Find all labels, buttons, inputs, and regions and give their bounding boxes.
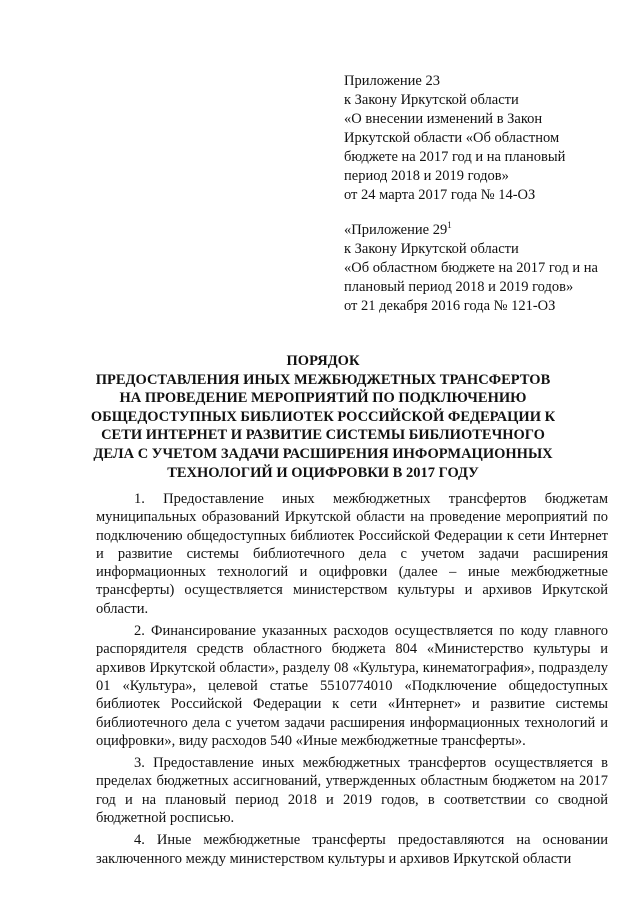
document-title	[84, 352, 562, 482]
old-annex-law-ref: к Закону Иркутской области	[344, 241, 519, 257]
old-annex-law-title: «Об областном бюджете на 2017 год и на плановый период 2018 и 2019 годов»	[344, 260, 598, 295]
annex-law-ref: к Закону Иркутской области	[344, 92, 519, 108]
old-annex-superscript: 1	[447, 220, 452, 231]
title-heading: ПОРЯДОК	[286, 353, 360, 369]
title-text: ПРЕДОСТАВЛЕНИЯ ИНЫХ МЕЖБЮДЖЕТНЫХ ТРАНСФЕРТОВ НА ПРОВЕДЕНИЕ МЕРОПРИЯТИЙ ПО ПОДКЛЮЧЕНИЮ ОБЩЕДОСТУПНЫХ БИБЛИОТЕК РОССИЙСКОЙ ФЕДЕРАЦИИ К СЕТИ ИНТЕРНЕТ И РАЗВИТИЕ СИСТЕМЫ БИБЛИОТЕЧНОГО ДЕЛА С УЧЕТОМ ЗАДАЧИ РАСШИРЕНИЯ ИНФОРМАЦИОННЫХ ТЕХНОЛОГИЙ И ОЦИФРОВКИ В 2017 ГОДУ	[90, 371, 556, 481]
annex-law-date: от 24 марта 2017 года № 14-ОЗ	[344, 187, 536, 203]
annex-header	[344, 72, 606, 316]
annex-number: Приложение 23	[344, 73, 440, 89]
old-annex-law-date: от 21 декабря 2016 года № 121-ОЗ	[344, 298, 556, 314]
paragraph-3: 3. Предоставление иных межбюджетных трансфертов осуществляется в пределах бюджетных ассигнований, утвержденных областным бюджетом на 2017 год и на плановый период 2018 и 2019 годов, в соответствии со сводной бюджетной росписью.	[96, 755, 608, 827]
paragraph-4: 4. Иные межбюджетные трансферты предоставляются на основании заключенного между министерством культуры и архивов Иркутской области	[96, 832, 608, 867]
old-annex-number: «Приложение $29^1$	[344, 220, 452, 238]
paragraph-1: 1. Предоставление иных межбюджетных трансфертов бюджетам муниципальных образований Иркутской области на проведение мероприятий по подключению общедоступных библиотек Российской Федерации к сети Интернет и развитие системы библиотечного дела с учетом задачи расширения информационных технологий и оцифровки (далее – иные межбюджетные трансферты) осуществляется министерством культуры и архивов Иркутской области.	[96, 491, 608, 617]
annex-law-title: «О внесении изменений в Закон Иркутской области «Об областном бюджете на 2017 год и на плановый период 2018 и 2019 годов»	[344, 111, 566, 184]
paragraph-2: 2. Финансирование указанных расходов осуществляется по коду главного распорядителя средств областного бюджета 804 «Министерство культуры и архивов Иркутской области», разделу 08 «Культура, кинематография», подразделу 01 «Культура», целевой статье 5510774010 «Подключение общедоступных библиотек Российской Федерации к сети «Интернет» и развитие системы библиотечного дела с учетом задачи расширения информационных технологий и оцифровки», виду расходов 540 «Иные межбюджетные трансферты».	[96, 623, 608, 749]
document-body	[96, 490, 608, 872]
